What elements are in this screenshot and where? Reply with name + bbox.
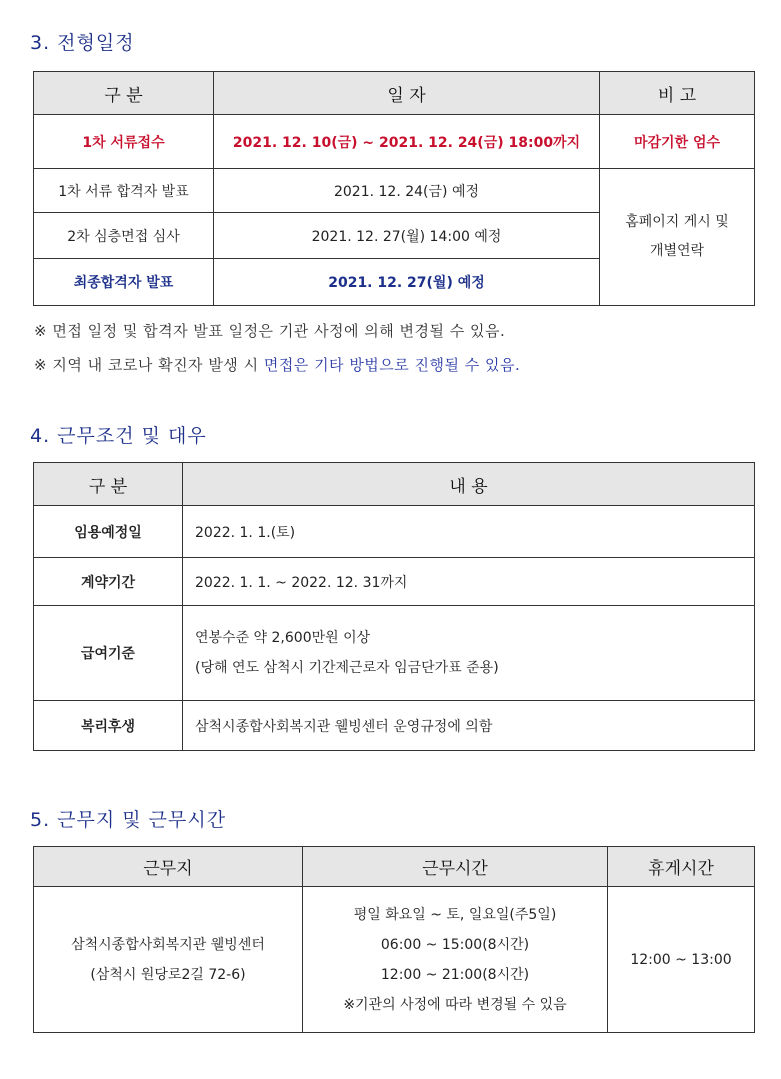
schedule-label: 1차 서류 합격자 발표 [34,169,214,213]
remark-line: 개별연락 [649,243,705,259]
conditions-table [33,462,755,751]
workplace-header-place: 근무지 [34,847,303,887]
schedule-label: 2차 심층면접 심사 [34,213,214,259]
schedule-remark: 마감기한 엄수 [600,115,755,169]
workplace-hours [303,887,608,1033]
workplace-header-hours: 근무시간 [303,847,608,887]
conditions-label: 급여기준 [34,606,183,701]
note-highlight: 면접은 기타 방법으로 진행될 수 있음. [263,356,521,374]
hours-line: ※기관의 사정에 따라 변경될 수 있음 [343,996,567,1013]
remark-line: 홈페이지 게시 및 [625,214,729,230]
conditions-content [183,606,755,701]
conditions-header-category: 구 분 [34,463,183,506]
table-row [34,558,755,606]
hours-line: 12:00 ~ 21:00(8시간) [380,966,530,983]
conditions-content: 삼척시종합사회복지관 웰빙센터 운영규정에 의함 [183,701,755,751]
workplace-table [33,846,755,1033]
schedule-header-date: 일 자 [214,72,600,115]
table-row [34,606,755,701]
section5-heading: 5. 근무지 및 근무시간 [30,809,227,831]
schedule-note-2 [34,354,520,375]
table-row [34,115,755,169]
conditions-header-content: 내 용 [183,463,755,506]
table-row [34,169,755,213]
content-line: (당해 연도 삼척시 기간제근로자 임금단가표 준용) [195,660,499,676]
schedule-remark-merged [600,169,755,306]
workplace-place [34,887,303,1033]
schedule-header-category: 구 분 [34,72,214,115]
note-text: ※ 지역 내 코로나 확진자 발생 시 [34,356,264,374]
section3-heading: 3. 전형일정 [30,32,135,54]
conditions-label: 복리후생 [34,701,183,751]
workplace-header-break: 휴게시간 [608,847,755,887]
hours-line: 06:00 ~ 15:00(8시간) [380,936,530,953]
conditions-label: 임용예정일 [34,506,183,558]
schedule-note-1: ※ 면접 일정 및 합격자 발표 일정은 기관 사정에 의해 변경될 수 있음. [34,322,506,340]
conditions-label: 계약기간 [34,558,183,606]
table-row [34,701,755,751]
hours-line: 평일 화요일 ~ 토, 일요일(주5일) [353,906,557,923]
workplace-break: 12:00 ~ 13:00 [608,887,755,1033]
place-line: 삼척시종합사회복지관 웰빙센터 [71,936,265,953]
schedule-date: 2021. 12. 27(월) 14:00 예정 [214,213,600,259]
conditions-content: 2022. 1. 1. ~ 2022. 12. 31까지 [183,558,755,606]
place-line: (삼척시 원당로2길 72-6) [90,966,246,983]
schedule-label: 1차 서류접수 [34,115,214,169]
schedule-table [33,71,755,306]
conditions-content: 2022. 1. 1.(토) [183,506,755,558]
section4-heading: 4. 근무조건 및 대우 [30,425,207,447]
schedule-date: 2021. 12. 10(금) ~ 2021. 12. 24(금) 18:00까지 [214,115,600,169]
table-row [34,506,755,558]
schedule-date: 2021. 12. 24(금) 예정 [214,169,600,213]
table-row [34,887,755,1033]
schedule-date: 2021. 12. 27(월) 예정 [214,259,600,306]
schedule-label: 최종합격자 발표 [34,259,214,306]
schedule-header-remark: 비 고 [600,72,755,115]
content-line: 연봉수준 약 2,600만원 이상 [195,630,371,646]
